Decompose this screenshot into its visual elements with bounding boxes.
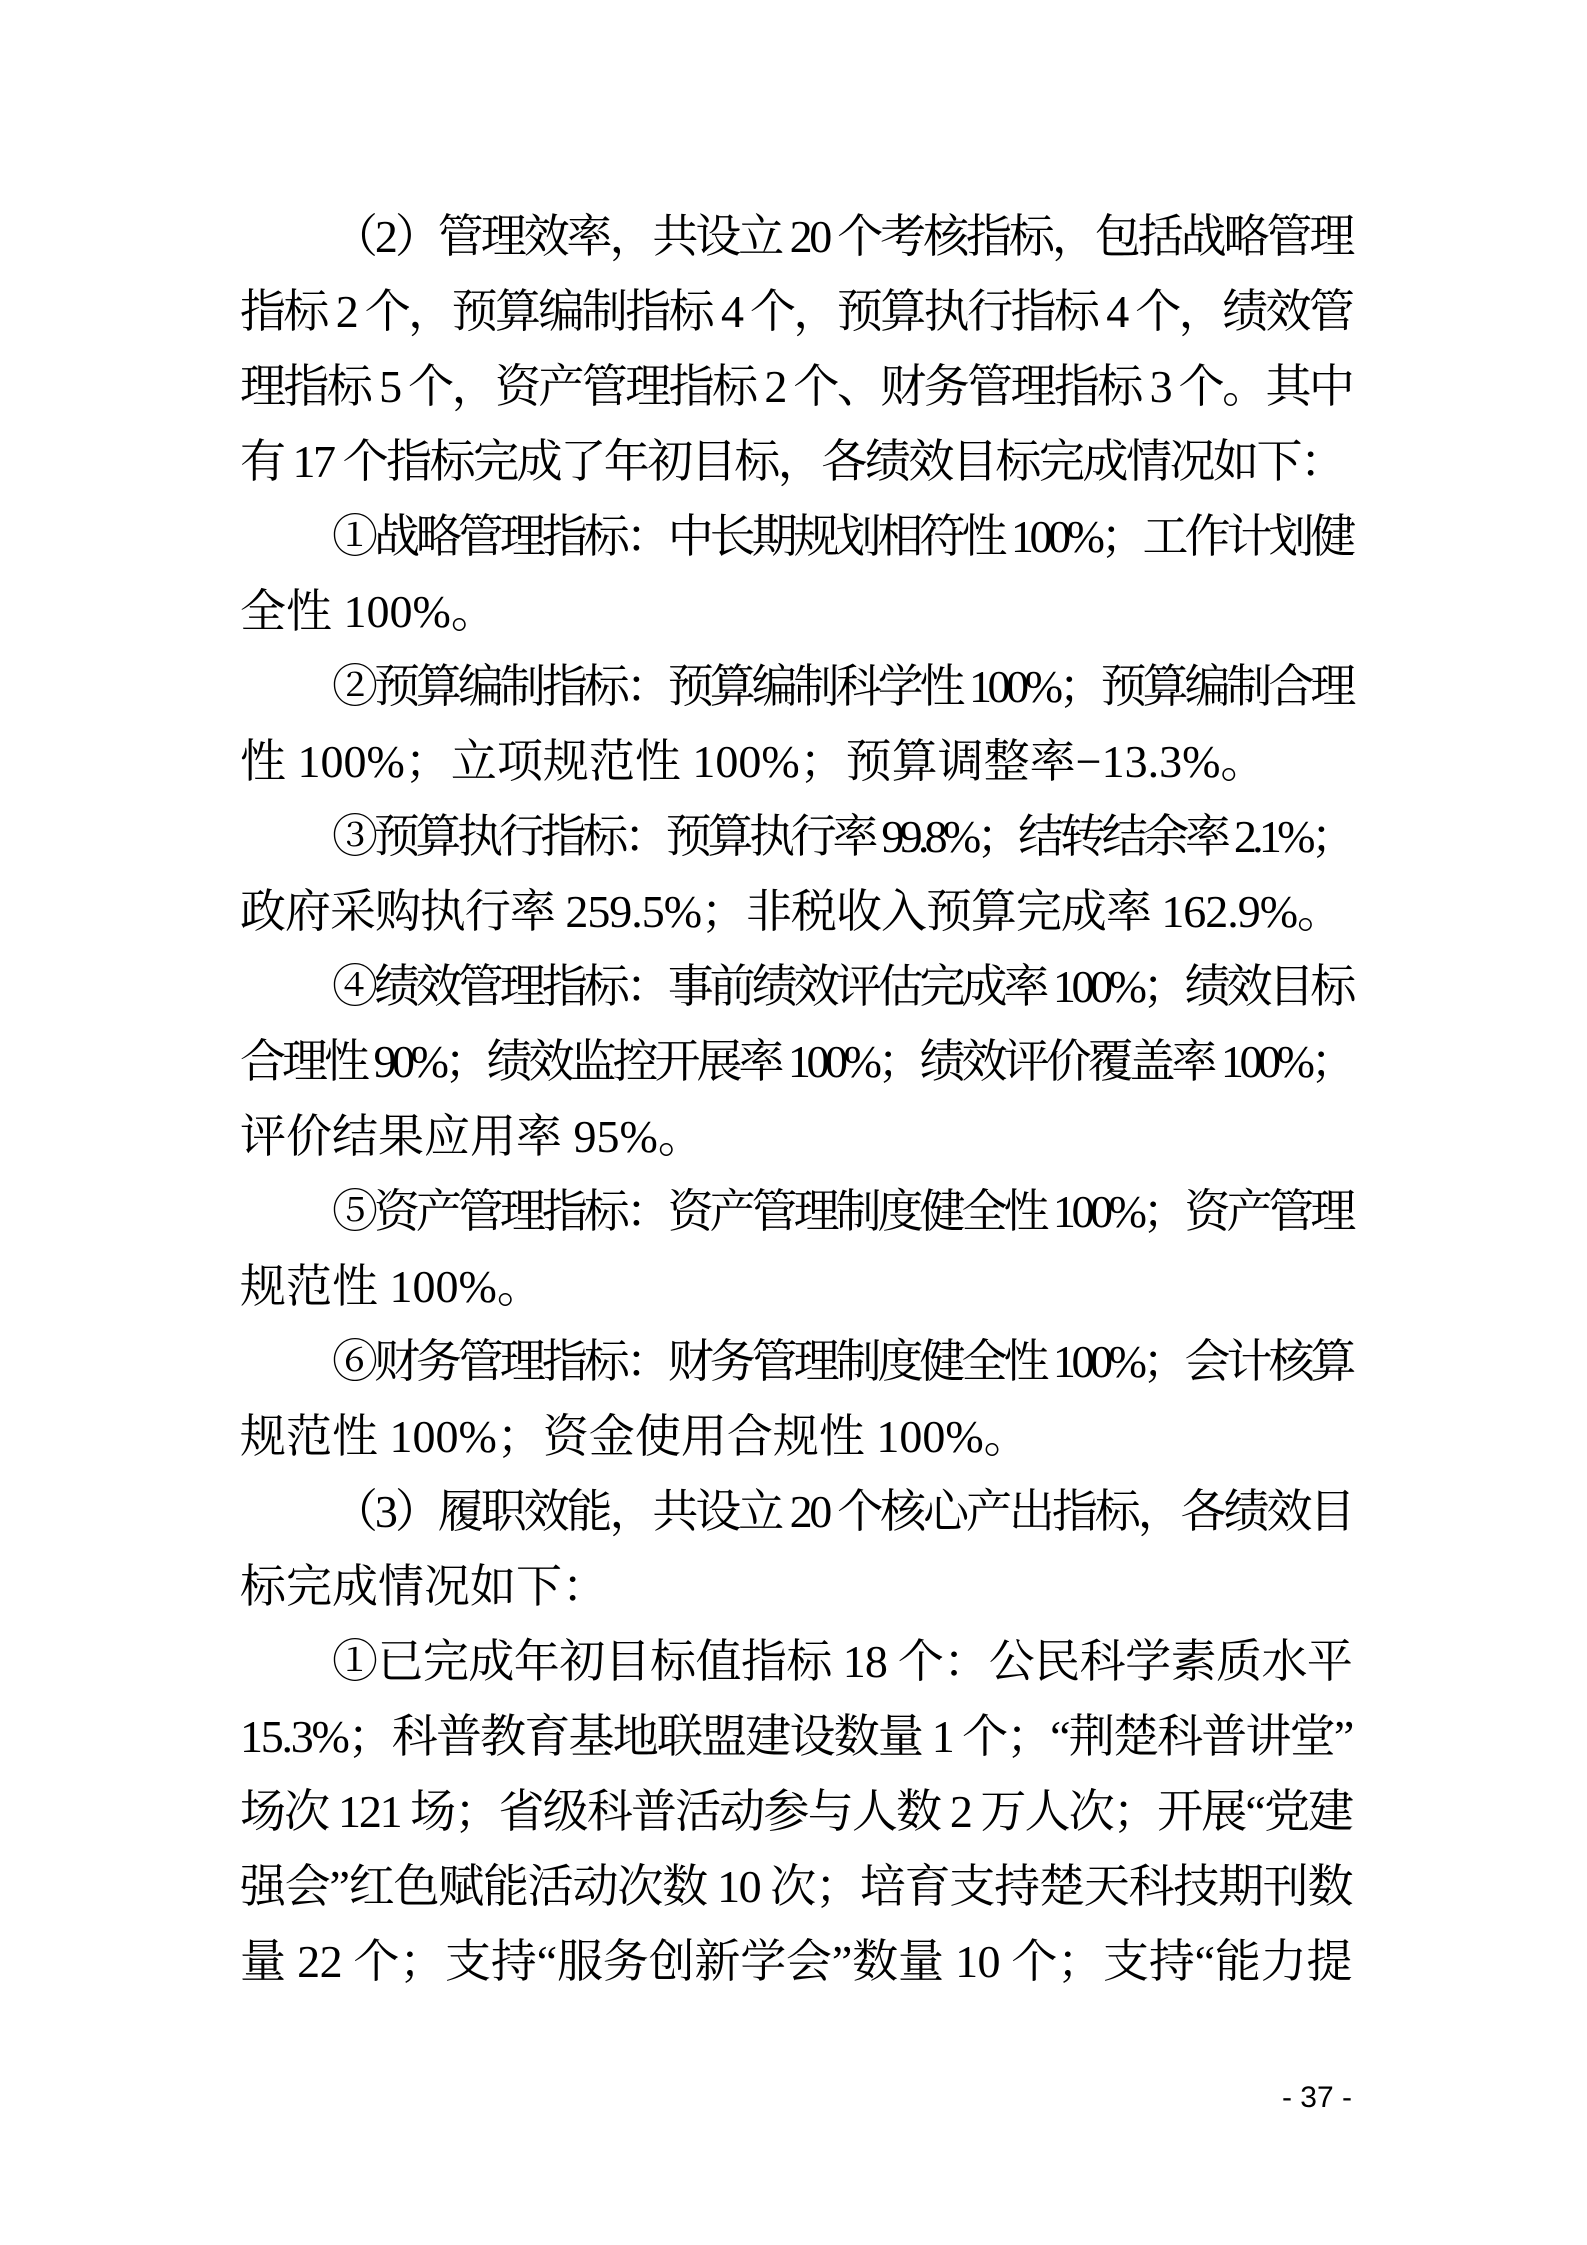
text-line: ④绩效管理指标：事前绩效评估完成率 100%；绩效目标	[332, 961, 1352, 1012]
text-line: 15.3%；科普教育基地联盟建设数量 1 个；“荆楚科普讲堂”	[240, 1711, 1352, 1762]
document-body	[240, 199, 1352, 1999]
text-line: 性 100%；立项规范性 100%；预算调整率−13.3%。	[240, 736, 1267, 787]
text-line: 理指标 5 个，资产管理指标 2 个、财务管理指标 3 个。其中	[240, 361, 1352, 412]
text-line: 全性 100%。	[240, 586, 497, 637]
text-line: ①战略管理指标：中长期规划相符性 100%；工作计划健	[332, 511, 1352, 562]
text-line: ②预算编制指标：预算编制科学性 100%；预算编制合理	[332, 661, 1352, 712]
text-line: 量 22 个；支持“服务创新学会”数量 10 个；支持“能力提	[240, 1936, 1352, 1987]
text-line: 标完成情况如下：	[240, 1561, 608, 1612]
page-number: - 37 -	[1281, 2081, 1352, 2114]
text-line: ⑥财务管理指标：财务管理制度健全性 100%；会计核算	[332, 1336, 1352, 1387]
text-line: （2）管理效率，共设立 20 个考核指标，包括战略管理	[332, 211, 1352, 262]
text-line: ①已完成年初目标值指标 18 个：公民科学素质水平	[332, 1636, 1352, 1687]
text-line: 政府采购执行率 259.5%；非税收入预算完成率 162.9%。	[240, 886, 1342, 937]
text-line: 合理性 90%；绩效监控开展率 100%；绩效评价覆盖率 100%；	[240, 1036, 1352, 1087]
text-line: 评价结果应用率 95%。	[240, 1111, 704, 1162]
text-line: 规范性 100%。	[240, 1261, 543, 1312]
text-line: 有 17 个指标完成了年初目标，各绩效目标完成情况如下：	[240, 436, 1344, 487]
text-line: ③预算执行指标：预算执行率 99.8%；结转结余率 2.1%；	[332, 811, 1352, 862]
text-line: 强会”红色赋能活动次数 10 次；培育支持楚天科技期刊数	[240, 1861, 1352, 1912]
text-line: 规范性 100%；资金使用合规性 100%。	[240, 1411, 1030, 1462]
text-line: 场次 121 场；省级科普活动参与人数 2 万人次；开展“党建	[240, 1786, 1352, 1837]
text-line: 指标 2 个，预算编制指标 4 个，预算执行指标 4 个，绩效管	[240, 286, 1352, 337]
text-line: ⑤资产管理指标：资产管理制度健全性 100%；资产管理	[332, 1186, 1352, 1237]
text-line: （3）履职效能，共设立 20 个核心产出指标，各绩效目	[332, 1486, 1352, 1537]
